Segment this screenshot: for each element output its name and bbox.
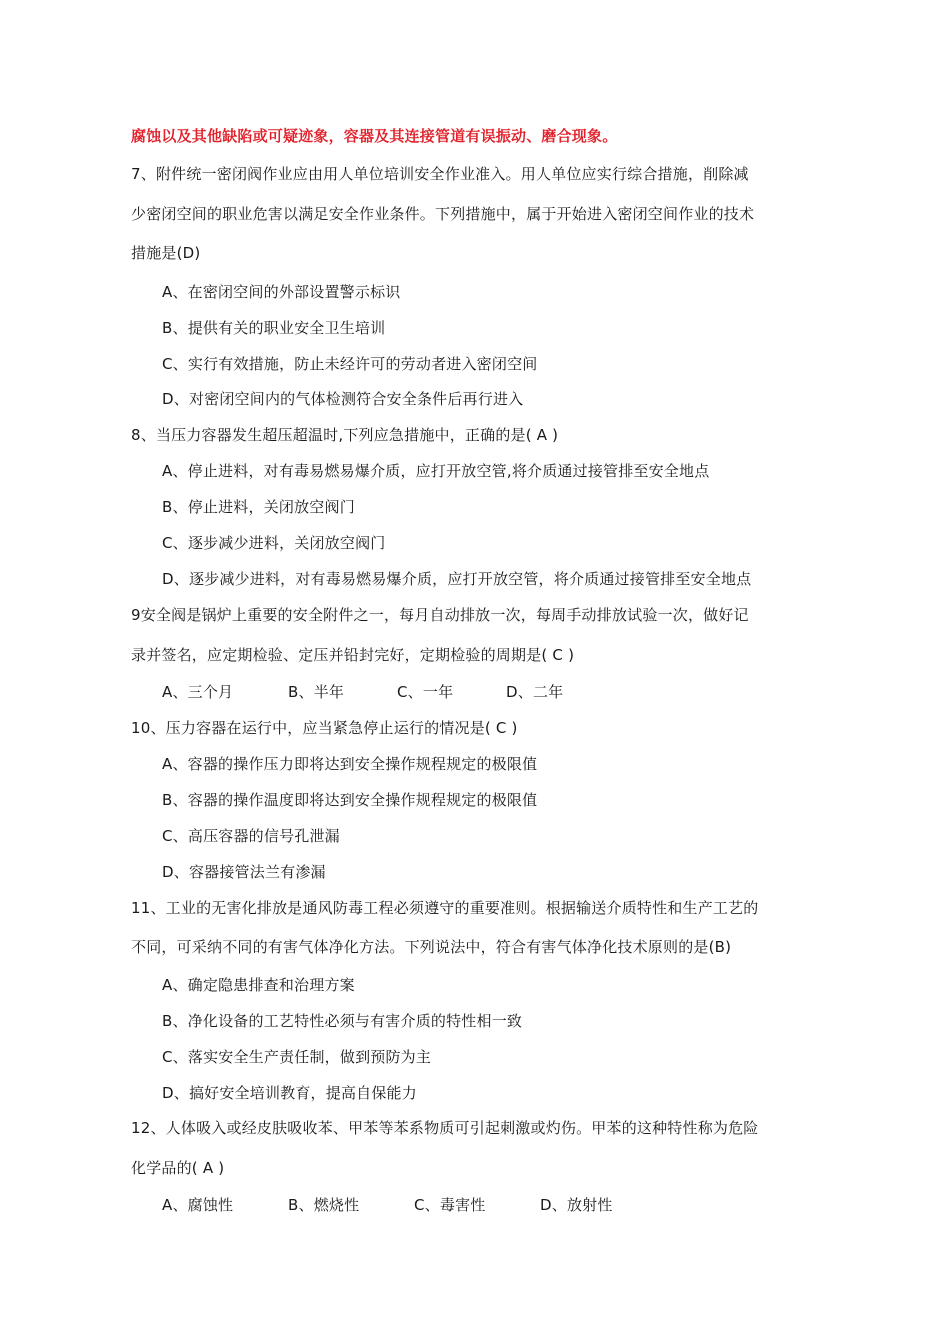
q7-text-line1: 7、附件统一密闭阀作业应由用人单位培训安全作业准入。用人单位应实行综合措施，削除减	[131, 165, 749, 183]
q11-option-c: C、落实安全生产责任制，做到预防为主	[162, 1048, 432, 1066]
q8-option-c: C、逐步减少进料，关闭放空阀门	[162, 534, 386, 552]
q8-option-b: B、停止进料，关闭放空阀门	[162, 498, 355, 516]
q9-options-row	[162, 682, 563, 702]
q7-option-c: C、实行有效措施，防止未经许可的劳动者进入密闭空间	[162, 355, 538, 373]
q11-text-line2: 不同，可采纳不同的有害气体净化方法。下列说法中，符合有害气体净化技术原则的是(B)	[131, 938, 732, 956]
q12-options-row	[162, 1195, 613, 1215]
q9-option-b: B、半年	[288, 683, 345, 701]
q12-option-d: D、放射性	[540, 1196, 613, 1214]
q10-option-a: A、容器的操作压力即将达到安全操作规程规定的极限值	[162, 755, 538, 773]
q8-option-d: D、逐步减少进料，对有毒易燃易爆介质，应打开放空管，将介质通过接管排至安全地点	[162, 570, 752, 588]
q7-option-d: D、对密闭空间内的气体检测符合安全条件后再行进入	[162, 390, 524, 408]
q9-text-line1: 9安全阀是锅炉上重要的安全附件之一，每月自动排放一次，每周手动排放试验一次，做好记	[131, 606, 749, 624]
q7-option-a: A、在密闭空间的外部设置警示标识	[162, 283, 401, 301]
q9-text-line2: 录并签名，应定期检验、定压并铅封完好，定期检验的周期是( C )	[131, 646, 575, 664]
q11-text-line1: 11、工业的无害化排放是通风防毒工程必须遵守的重要准则。根据输送介质特性和生产工艺的	[131, 899, 759, 917]
q7-option-b: B、提供有关的职业安全卫生培训	[162, 319, 386, 337]
q12-text-line1: 12、人体吸入或经皮肤吸收苯、甲苯等苯系物质可引起刺激或灼伤。甲苯的这种特性称为危险	[131, 1119, 759, 1137]
q10-option-c: C、高压容器的信号孔泄漏	[162, 827, 340, 845]
q9-option-c: C、一年	[397, 683, 454, 701]
q7-text-line3: 措施是(D)	[131, 244, 201, 262]
q11-option-d: D、搞好安全培训教育，提高自保能力	[162, 1084, 417, 1102]
q11-option-b: B、净化设备的工艺特性必须与有害介质的特性相一致	[162, 1012, 523, 1030]
intro-continuation: 腐蚀以及其他缺陷或可疑迹象，容器及其连接管道有误振动、磨合现象。	[131, 127, 618, 145]
q12-option-b: B、燃烧性	[288, 1196, 360, 1214]
q12-option-a: A、腐蚀性	[162, 1196, 234, 1214]
q12-option-c: C、毒害性	[414, 1196, 486, 1214]
q7-text-line2: 少密闭空间的职业危害以满足安全作业条件。下列措施中，属于开始进入密闭空间作业的技术	[131, 205, 755, 223]
q9-option-a: A、三个月	[162, 683, 234, 701]
q12-text-line2: 化学品的( A )	[131, 1159, 225, 1177]
q10-text-line1: 10、压力容器在运行中，应当紧急停止运行的情况是( C )	[131, 719, 518, 737]
q8-text-line1: 8、当压力容器发生超压超温时,下列应急措施中，正确的是( A )	[131, 426, 559, 444]
q10-option-d: D、容器接管法兰有渗漏	[162, 863, 326, 881]
q8-option-a: A、停止进料，对有毒易燃易爆介质，应打开放空管,将介质通过接管排至安全地点	[162, 462, 710, 480]
q11-option-a: A、确定隐患排查和治理方案	[162, 976, 355, 994]
q10-option-b: B、容器的操作温度即将达到安全操作规程规定的极限值	[162, 791, 538, 809]
q9-option-d: D、二年	[506, 683, 564, 701]
